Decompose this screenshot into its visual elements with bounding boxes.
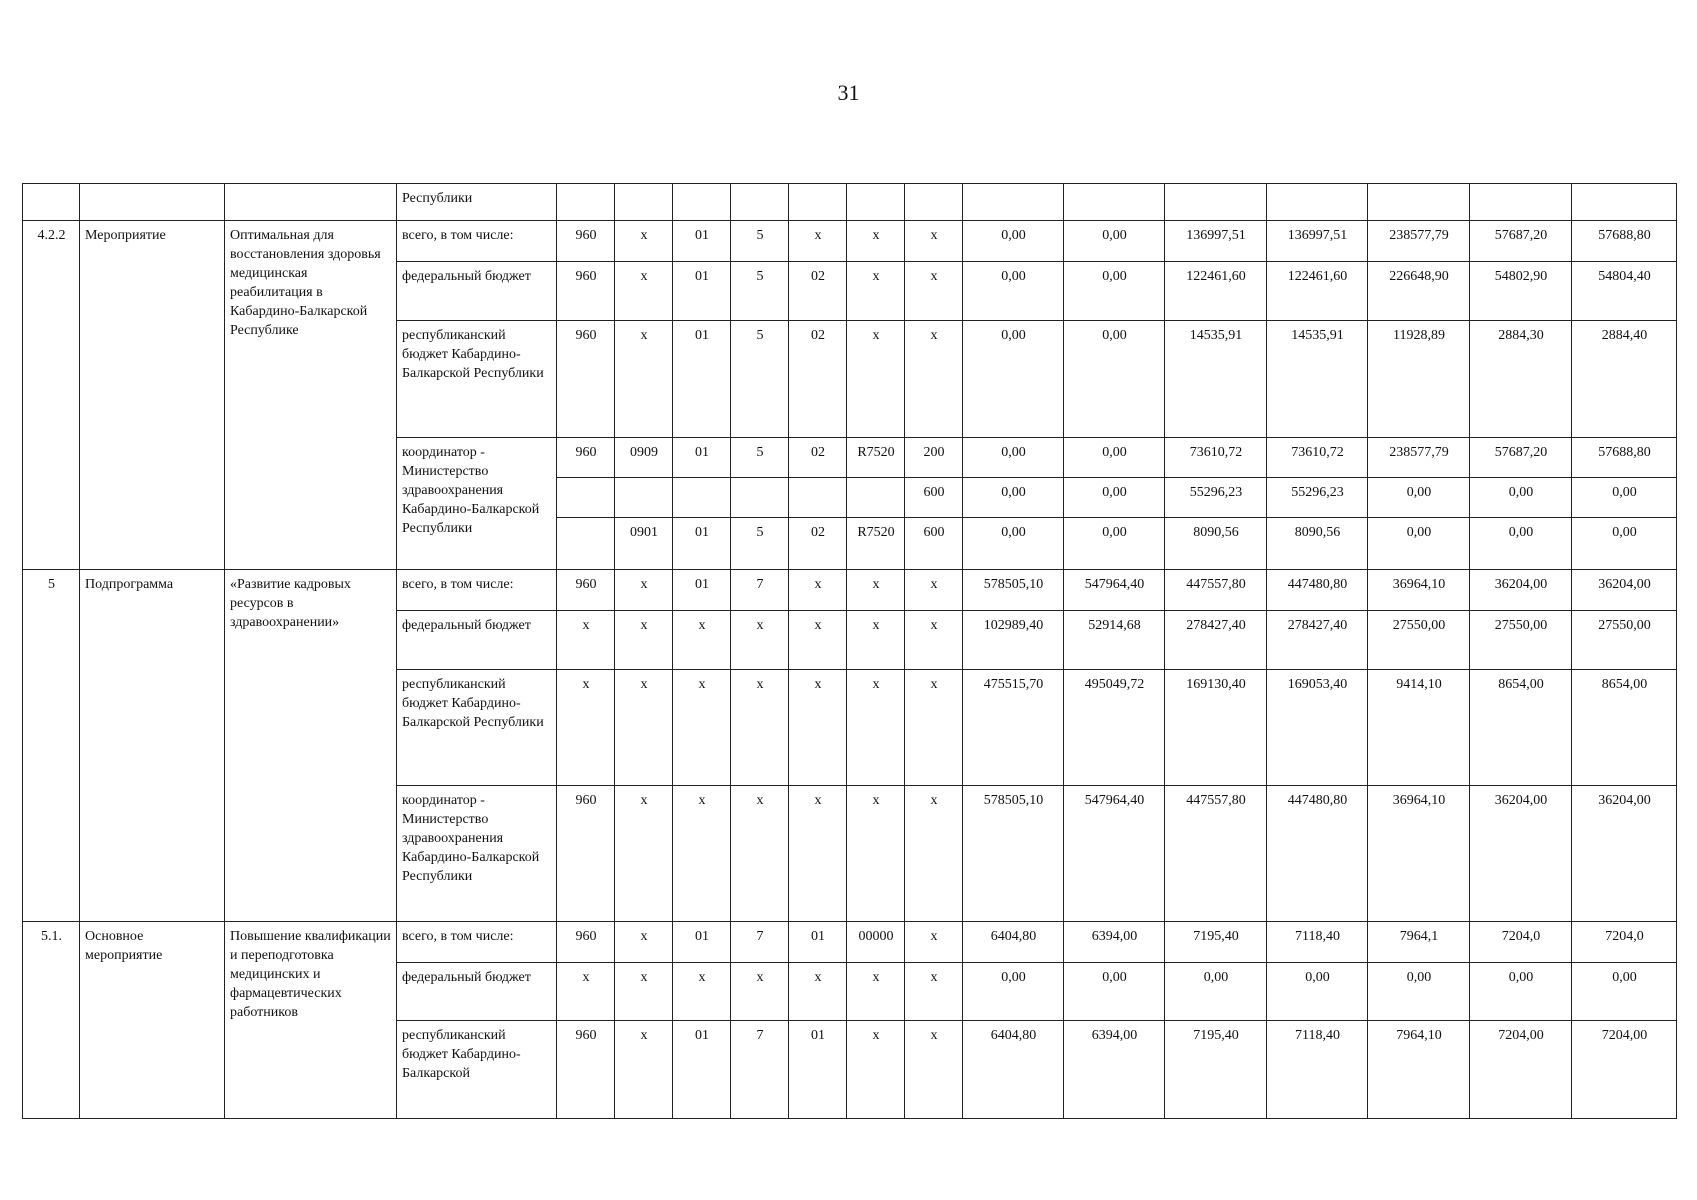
cell-amount: 0,00 bbox=[963, 221, 1064, 262]
cell-code bbox=[847, 478, 905, 518]
cell-amount: 0,00 bbox=[1572, 963, 1677, 1021]
cell-code: 5 bbox=[731, 438, 789, 478]
cell-amount: 0,00 bbox=[1165, 963, 1267, 1021]
cell-code: x bbox=[615, 670, 673, 786]
cell-amount: 57687,20 bbox=[1470, 221, 1572, 262]
cell-code: 960 bbox=[557, 221, 615, 262]
cell-code: 01 bbox=[789, 922, 847, 963]
cell-code: 02 bbox=[789, 518, 847, 570]
cell-code bbox=[615, 478, 673, 518]
cell-number: 4.2.2 bbox=[23, 221, 80, 570]
cell-amount: 73610,72 bbox=[1165, 438, 1267, 478]
cell-amount: 0,00 bbox=[1368, 963, 1470, 1021]
cell-amount: 7118,40 bbox=[1267, 922, 1368, 963]
cell-amount: 447557,80 bbox=[1165, 786, 1267, 922]
cell-code: x bbox=[905, 262, 963, 321]
cell-amount: 122461,60 bbox=[1267, 262, 1368, 321]
cell-title: Оптимальная для восстановления здоровья медицинская реабилитация в Кабардино-Балкарской Республике bbox=[225, 221, 397, 570]
cell-code: 960 bbox=[557, 1021, 615, 1119]
cell-code: x bbox=[905, 922, 963, 963]
cell-code bbox=[847, 184, 905, 221]
cell-amount bbox=[1064, 184, 1165, 221]
cell-title: Повышение квалификации и переподготовка медицинских и фармацевтических работников bbox=[225, 922, 397, 1119]
cell-amount: 0,00 bbox=[1470, 478, 1572, 518]
cell-code bbox=[789, 184, 847, 221]
cell-code bbox=[731, 478, 789, 518]
cell-amount: 73610,72 bbox=[1267, 438, 1368, 478]
cell-amount: 57687,20 bbox=[1470, 438, 1572, 478]
cell-code: x bbox=[615, 963, 673, 1021]
cell-code: x bbox=[731, 963, 789, 1021]
cell-code: 01 bbox=[673, 570, 731, 611]
cell-amount: 136997,51 bbox=[1267, 221, 1368, 262]
page-number: 31 bbox=[837, 80, 860, 105]
cell-amount: 36204,00 bbox=[1572, 570, 1677, 611]
cell-status: Подпрограмма bbox=[80, 570, 225, 922]
cell-code: x bbox=[615, 321, 673, 438]
cell-amount: 238577,79 bbox=[1368, 221, 1470, 262]
cell-code: R7520 bbox=[847, 438, 905, 478]
cell-code: x bbox=[847, 786, 905, 922]
cell-amount: 578505,10 bbox=[963, 786, 1064, 922]
cell-amount: 27550,00 bbox=[1368, 611, 1470, 670]
cell-amount: 547964,40 bbox=[1064, 786, 1165, 922]
cell-source: всего, в том числе: bbox=[397, 922, 557, 963]
cell-amount: 11928,89 bbox=[1368, 321, 1470, 438]
cell-code: 960 bbox=[557, 262, 615, 321]
cell-amount: 136997,51 bbox=[1165, 221, 1267, 262]
cell-code: x bbox=[615, 262, 673, 321]
cell-code: x bbox=[731, 611, 789, 670]
cell-code: 01 bbox=[673, 221, 731, 262]
table-row bbox=[23, 922, 1677, 963]
cell-code: x bbox=[673, 786, 731, 922]
cell-code: 7 bbox=[731, 1021, 789, 1119]
cell-code: 600 bbox=[905, 478, 963, 518]
cell-code: 5 bbox=[731, 262, 789, 321]
cell-amount: 57688,80 bbox=[1572, 438, 1677, 478]
cell-amount: 8654,00 bbox=[1470, 670, 1572, 786]
cell-amount: 7195,40 bbox=[1165, 922, 1267, 963]
cell-code: R7520 bbox=[847, 518, 905, 570]
cell-amount: 9414,10 bbox=[1368, 670, 1470, 786]
cell-amount: 278427,40 bbox=[1267, 611, 1368, 670]
cell-amount: 169130,40 bbox=[1165, 670, 1267, 786]
cell-code: x bbox=[789, 611, 847, 670]
cell-code: x bbox=[847, 262, 905, 321]
cell-amount: 8654,00 bbox=[1572, 670, 1677, 786]
cell-amount: 36204,00 bbox=[1572, 786, 1677, 922]
cell-amount: 447557,80 bbox=[1165, 570, 1267, 611]
cell-amount: 0,00 bbox=[1064, 438, 1165, 478]
cell-amount: 54804,40 bbox=[1572, 262, 1677, 321]
cell-source: республиканский бюджет Кабардино-Балкарской Республики bbox=[397, 670, 557, 786]
cell-code: 960 bbox=[557, 786, 615, 922]
cell-code: 01 bbox=[673, 321, 731, 438]
cell-code: x bbox=[673, 611, 731, 670]
cell-code: 01 bbox=[673, 922, 731, 963]
cell-code: 7 bbox=[731, 570, 789, 611]
cell-amount: 55296,23 bbox=[1267, 478, 1368, 518]
cell-code: x bbox=[905, 570, 963, 611]
cell-code: x bbox=[847, 321, 905, 438]
cell-amount: 0,00 bbox=[1064, 262, 1165, 321]
cell-amount: 0,00 bbox=[1064, 518, 1165, 570]
cell-amount: 6394,00 bbox=[1064, 1021, 1165, 1119]
cell-amount: 2884,30 bbox=[1470, 321, 1572, 438]
cell-code: x bbox=[615, 786, 673, 922]
cell-amount: 0,00 bbox=[1064, 221, 1165, 262]
table-row bbox=[23, 221, 1677, 262]
cell-code: x bbox=[789, 963, 847, 1021]
cell-code: 01 bbox=[673, 1021, 731, 1119]
cell-code: x bbox=[615, 570, 673, 611]
cell-amount: 2884,40 bbox=[1572, 321, 1677, 438]
cell-code: x bbox=[789, 570, 847, 611]
cell-code: x bbox=[905, 611, 963, 670]
cell-amount: 238577,79 bbox=[1368, 438, 1470, 478]
cell-title bbox=[225, 184, 397, 221]
cell-amount: 495049,72 bbox=[1064, 670, 1165, 786]
cell-amount: 36204,00 bbox=[1470, 570, 1572, 611]
cell-code bbox=[557, 518, 615, 570]
cell-code: x bbox=[905, 670, 963, 786]
cell-code: 600 bbox=[905, 518, 963, 570]
cell-source: республиканский бюджет Кабардино-Балкарской Республики bbox=[397, 321, 557, 438]
cell-code: x bbox=[557, 670, 615, 786]
cell-amount: 0,00 bbox=[1572, 518, 1677, 570]
cell-code: x bbox=[557, 963, 615, 1021]
cell-amount: 7118,40 bbox=[1267, 1021, 1368, 1119]
cell-code bbox=[731, 184, 789, 221]
cell-source: республиканский бюджет Кабардино-Балкарской bbox=[397, 1021, 557, 1119]
cell-status: Мероприятие bbox=[80, 221, 225, 570]
cell-amount: 122461,60 bbox=[1165, 262, 1267, 321]
cell-number bbox=[23, 184, 80, 221]
cell-amount: 0,00 bbox=[1368, 478, 1470, 518]
cell-amount: 7204,0 bbox=[1572, 922, 1677, 963]
cell-number: 5.1. bbox=[23, 922, 80, 1119]
cell-code: 960 bbox=[557, 570, 615, 611]
cell-amount: 55296,23 bbox=[1165, 478, 1267, 518]
cell-code: x bbox=[789, 786, 847, 922]
cell-code: 5 bbox=[731, 518, 789, 570]
cell-amount: 447480,80 bbox=[1267, 786, 1368, 922]
cell-amount: 27550,00 bbox=[1470, 611, 1572, 670]
cell-code: 960 bbox=[557, 321, 615, 438]
cell-amount: 6394,00 bbox=[1064, 922, 1165, 963]
cell-amount: 6404,80 bbox=[963, 922, 1064, 963]
cell-code: x bbox=[847, 670, 905, 786]
cell-amount: 0,00 bbox=[963, 262, 1064, 321]
cell-amount: 54802,90 bbox=[1470, 262, 1572, 321]
cell-code: 02 bbox=[789, 262, 847, 321]
cell-amount: 475515,70 bbox=[963, 670, 1064, 786]
cell-amount: 7195,40 bbox=[1165, 1021, 1267, 1119]
cell-code: x bbox=[905, 786, 963, 922]
cell-code: 01 bbox=[789, 1021, 847, 1119]
cell-amount: 6404,80 bbox=[963, 1021, 1064, 1119]
cell-code: 0909 bbox=[615, 438, 673, 478]
cell-code: 01 bbox=[673, 518, 731, 570]
cell-code: 00000 bbox=[847, 922, 905, 963]
cell-amount bbox=[1165, 184, 1267, 221]
cell-amount: 57688,80 bbox=[1572, 221, 1677, 262]
cell-source: всего, в том числе: bbox=[397, 570, 557, 611]
cell-code: x bbox=[615, 221, 673, 262]
cell-source: федеральный бюджет bbox=[397, 262, 557, 321]
budget-table bbox=[22, 183, 1677, 1119]
cell-title: «Развитие кадровых ресурсов в здравоохранении» bbox=[225, 570, 397, 922]
cell-amount: 36964,10 bbox=[1368, 786, 1470, 922]
cell-amount: 8090,56 bbox=[1165, 518, 1267, 570]
cell-code: 5 bbox=[731, 221, 789, 262]
cell-code: x bbox=[905, 221, 963, 262]
cell-amount: 36204,00 bbox=[1470, 786, 1572, 922]
cell-source: федеральный бюджет bbox=[397, 611, 557, 670]
cell-code: 960 bbox=[557, 438, 615, 478]
cell-amount: 27550,00 bbox=[1572, 611, 1677, 670]
cell-amount: 0,00 bbox=[963, 963, 1064, 1021]
cell-code: 01 bbox=[673, 262, 731, 321]
cell-amount: 7204,00 bbox=[1572, 1021, 1677, 1119]
cell-code: 02 bbox=[789, 321, 847, 438]
cell-code: 0901 bbox=[615, 518, 673, 570]
cell-code: x bbox=[673, 670, 731, 786]
cell-amount: 0,00 bbox=[1368, 518, 1470, 570]
cell-number: 5 bbox=[23, 570, 80, 922]
cell-amount: 0,00 bbox=[1470, 518, 1572, 570]
cell-code bbox=[673, 184, 731, 221]
cell-amount bbox=[1470, 184, 1572, 221]
cell-amount: 0,00 bbox=[1064, 963, 1165, 1021]
cell-code: x bbox=[847, 963, 905, 1021]
cell-source: координатор - Министерство здравоохранения Кабардино-Балкарской Республики bbox=[397, 786, 557, 922]
cell-code bbox=[789, 478, 847, 518]
cell-code: 960 bbox=[557, 922, 615, 963]
cell-amount: 547964,40 bbox=[1064, 570, 1165, 611]
cell-amount: 52914,68 bbox=[1064, 611, 1165, 670]
cell-amount: 0,00 bbox=[1572, 478, 1677, 518]
cell-amount: 7204,0 bbox=[1470, 922, 1572, 963]
cell-code: x bbox=[673, 963, 731, 1021]
cell-amount: 0,00 bbox=[1064, 321, 1165, 438]
cell-code bbox=[673, 478, 731, 518]
cell-code: 7 bbox=[731, 922, 789, 963]
cell-source: Республики bbox=[397, 184, 557, 221]
cell-amount: 226648,90 bbox=[1368, 262, 1470, 321]
cell-code: 200 bbox=[905, 438, 963, 478]
cell-source: всего, в том числе: bbox=[397, 221, 557, 262]
cell-code bbox=[905, 184, 963, 221]
cell-code: x bbox=[905, 321, 963, 438]
cell-amount: 7204,00 bbox=[1470, 1021, 1572, 1119]
cell-code: x bbox=[557, 611, 615, 670]
cell-amount: 0,00 bbox=[963, 438, 1064, 478]
cell-code bbox=[557, 478, 615, 518]
cell-code: x bbox=[847, 221, 905, 262]
table-row bbox=[23, 570, 1677, 611]
cell-amount bbox=[1572, 184, 1677, 221]
cell-code: x bbox=[789, 221, 847, 262]
cell-code bbox=[557, 184, 615, 221]
cell-code bbox=[615, 184, 673, 221]
cell-code: 01 bbox=[673, 438, 731, 478]
cell-amount: 36964,10 bbox=[1368, 570, 1470, 611]
cell-status: Основное мероприятие bbox=[80, 922, 225, 1119]
cell-amount: 169053,40 bbox=[1267, 670, 1368, 786]
cell-code: x bbox=[731, 670, 789, 786]
cell-code: 02 bbox=[789, 438, 847, 478]
cell-status bbox=[80, 184, 225, 221]
cell-amount: 0,00 bbox=[1267, 963, 1368, 1021]
cell-amount: 8090,56 bbox=[1267, 518, 1368, 570]
cell-amount: 578505,10 bbox=[963, 570, 1064, 611]
cell-code: x bbox=[789, 670, 847, 786]
cell-code: 5 bbox=[731, 321, 789, 438]
cell-amount: 0,00 bbox=[1470, 963, 1572, 1021]
cell-code: x bbox=[847, 1021, 905, 1119]
cell-code: x bbox=[615, 922, 673, 963]
cell-amount: 102989,40 bbox=[963, 611, 1064, 670]
cell-code: x bbox=[847, 611, 905, 670]
cell-amount: 447480,80 bbox=[1267, 570, 1368, 611]
cell-amount: 0,00 bbox=[963, 321, 1064, 438]
cell-amount: 14535,91 bbox=[1267, 321, 1368, 438]
cell-amount bbox=[1267, 184, 1368, 221]
cell-amount: 0,00 bbox=[963, 518, 1064, 570]
cell-amount: 0,00 bbox=[1064, 478, 1165, 518]
cell-source: координатор - Министерство здравоохранения Кабардино-Балкарской Республики bbox=[397, 438, 557, 570]
cell-code: x bbox=[847, 570, 905, 611]
table-row bbox=[23, 184, 1677, 221]
cell-amount: 7964,1 bbox=[1368, 922, 1470, 963]
cell-amount: 278427,40 bbox=[1165, 611, 1267, 670]
cell-amount: 0,00 bbox=[963, 478, 1064, 518]
cell-code: x bbox=[731, 786, 789, 922]
cell-amount bbox=[1368, 184, 1470, 221]
cell-amount: 7964,10 bbox=[1368, 1021, 1470, 1119]
cell-code: x bbox=[905, 1021, 963, 1119]
cell-code: x bbox=[905, 963, 963, 1021]
cell-amount: 14535,91 bbox=[1165, 321, 1267, 438]
cell-code: x bbox=[615, 1021, 673, 1119]
cell-code: x bbox=[615, 611, 673, 670]
cell-amount bbox=[963, 184, 1064, 221]
cell-source: федеральный бюджет bbox=[397, 963, 557, 1021]
